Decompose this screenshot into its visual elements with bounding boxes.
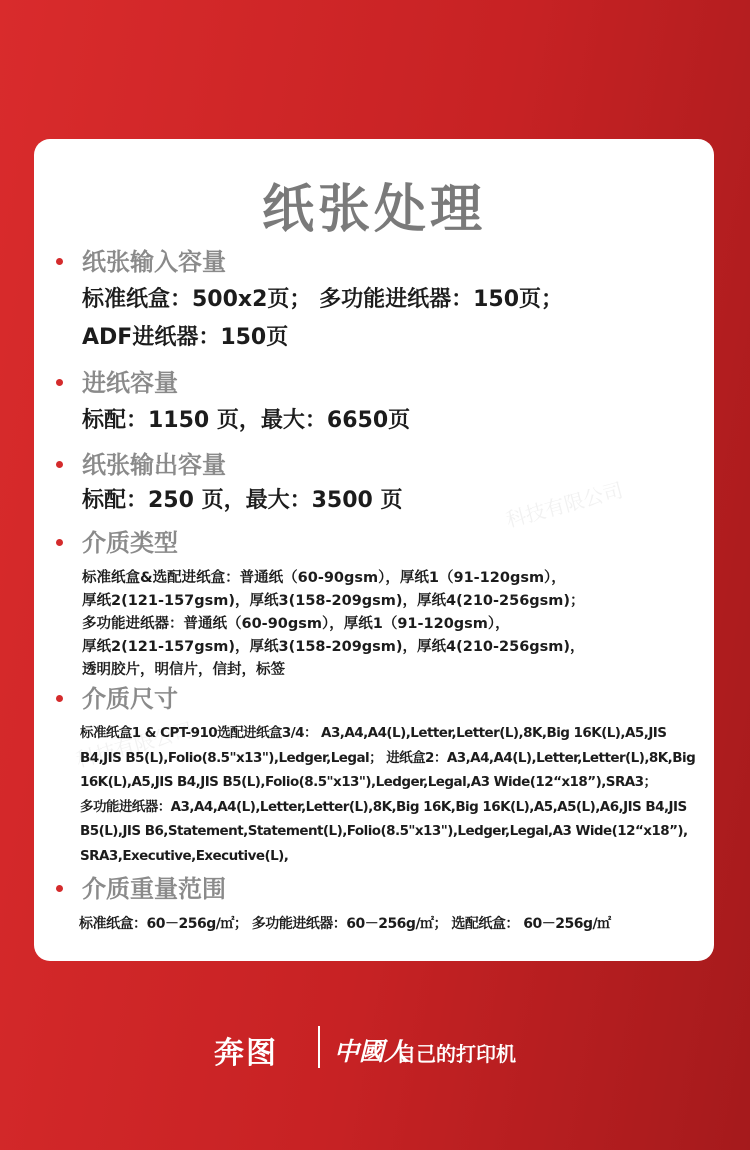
bullet-dot-icon xyxy=(56,379,63,386)
spec-line: 标准纸盒&选配进纸盒：普通纸（60-90gsm），厚纸1（91-120gsm）， xyxy=(82,570,566,586)
section-heading: 介质尺寸 xyxy=(34,682,714,716)
spec-card xyxy=(34,139,714,961)
bullet-dot-icon xyxy=(56,695,63,702)
brand-logo: 奔图 xyxy=(214,1036,278,1071)
watermark: 科技有限公司 xyxy=(73,717,196,773)
bullet-dot-icon xyxy=(56,885,63,892)
section-heading: 介质重量范围 xyxy=(34,872,714,906)
section-weight-range xyxy=(34,872,714,936)
section-media-type xyxy=(34,526,714,682)
spec-line: 标配：1150 页，最大：6650页 xyxy=(82,408,411,433)
spec-line: 标配：250 页，最大：3500 页 xyxy=(82,488,403,513)
bullet-dot-icon xyxy=(56,539,63,546)
section-heading: 纸张输入容量 xyxy=(34,245,714,279)
watermark: 科技有限公司 xyxy=(503,477,626,533)
spec-line: 标准纸盒：60－256g/㎡； 多功能进纸器：60－256g/㎡； 选配纸盒： 60－256g/㎡ xyxy=(79,916,611,932)
spec-line: 厚纸2(121-157gsm)，厚纸3(158-209gsm)，厚纸4(210-256gsm)， xyxy=(82,639,585,655)
footer-divider xyxy=(318,1026,320,1068)
bullet-dot-icon xyxy=(56,461,63,468)
section-media-size xyxy=(34,682,714,868)
section-input-capacity xyxy=(34,245,714,357)
spec-line: 16K(L),A5,JIS B4,JIS B5(L),Folio(8.5"x13"),Ledger,Legal,A3 Wide(12“x18”),SRA3； xyxy=(80,774,657,790)
footer xyxy=(0,1022,750,1072)
page-title: 纸张处理 xyxy=(261,180,486,240)
spec-line: B4,JIS B5(L),Folio(8.5"x13"),Ledger,Legal； 进纸盒2：A3,A4,A4(L),Letter,Letter(L),8K,Big xyxy=(80,749,696,766)
spec-line: B5(L),JIS B6,Statement,Statement(L),Folio(8.5"x13"),Ledger,Legal,A3 Wide(12“x18”), xyxy=(80,823,688,839)
section-output-capacity xyxy=(34,448,714,520)
section-feed-capacity xyxy=(34,366,714,440)
spec-line: 厚纸2(121-157gsm)，厚纸3(158-209gsm)，厚纸4(210-256gsm)； xyxy=(82,593,585,609)
spec-line: 多功能进纸器：普通纸（60-90gsm），厚纸1（91-120gsm）， xyxy=(82,616,510,632)
spec-line: 标准纸盒1 & CPT-910选配进纸盒3/4： A3,A4,A4(L),Letter,Letter(L),8K,Big 16K(L),A5,JIS xyxy=(80,725,667,741)
bullet-dot-icon xyxy=(56,258,63,265)
section-heading: 介质类型 xyxy=(34,526,714,560)
spec-line: 多功能进纸器：A3,A4,A4(L),Letter,Letter(L),8K,Big 16K,Big 16K(L),A5,A5(L),A6,JIS B4,JIS xyxy=(80,798,687,815)
spec-line: ADF进纸器：150页 xyxy=(82,325,289,350)
slogan-stamp: 中國人 xyxy=(334,1037,410,1066)
section-heading: 进纸容量 xyxy=(34,366,714,400)
spec-line: 透明胶片，明信片，信封，标签 xyxy=(82,662,285,678)
section-heading: 纸张输出容量 xyxy=(34,448,714,482)
slogan-text: 自己的打印机 xyxy=(396,1042,516,1066)
spec-line: SRA3,Executive,Executive(L), xyxy=(80,847,289,864)
spec-line: 标准纸盒：500x2页； 多功能进纸器：150页； xyxy=(82,287,564,312)
